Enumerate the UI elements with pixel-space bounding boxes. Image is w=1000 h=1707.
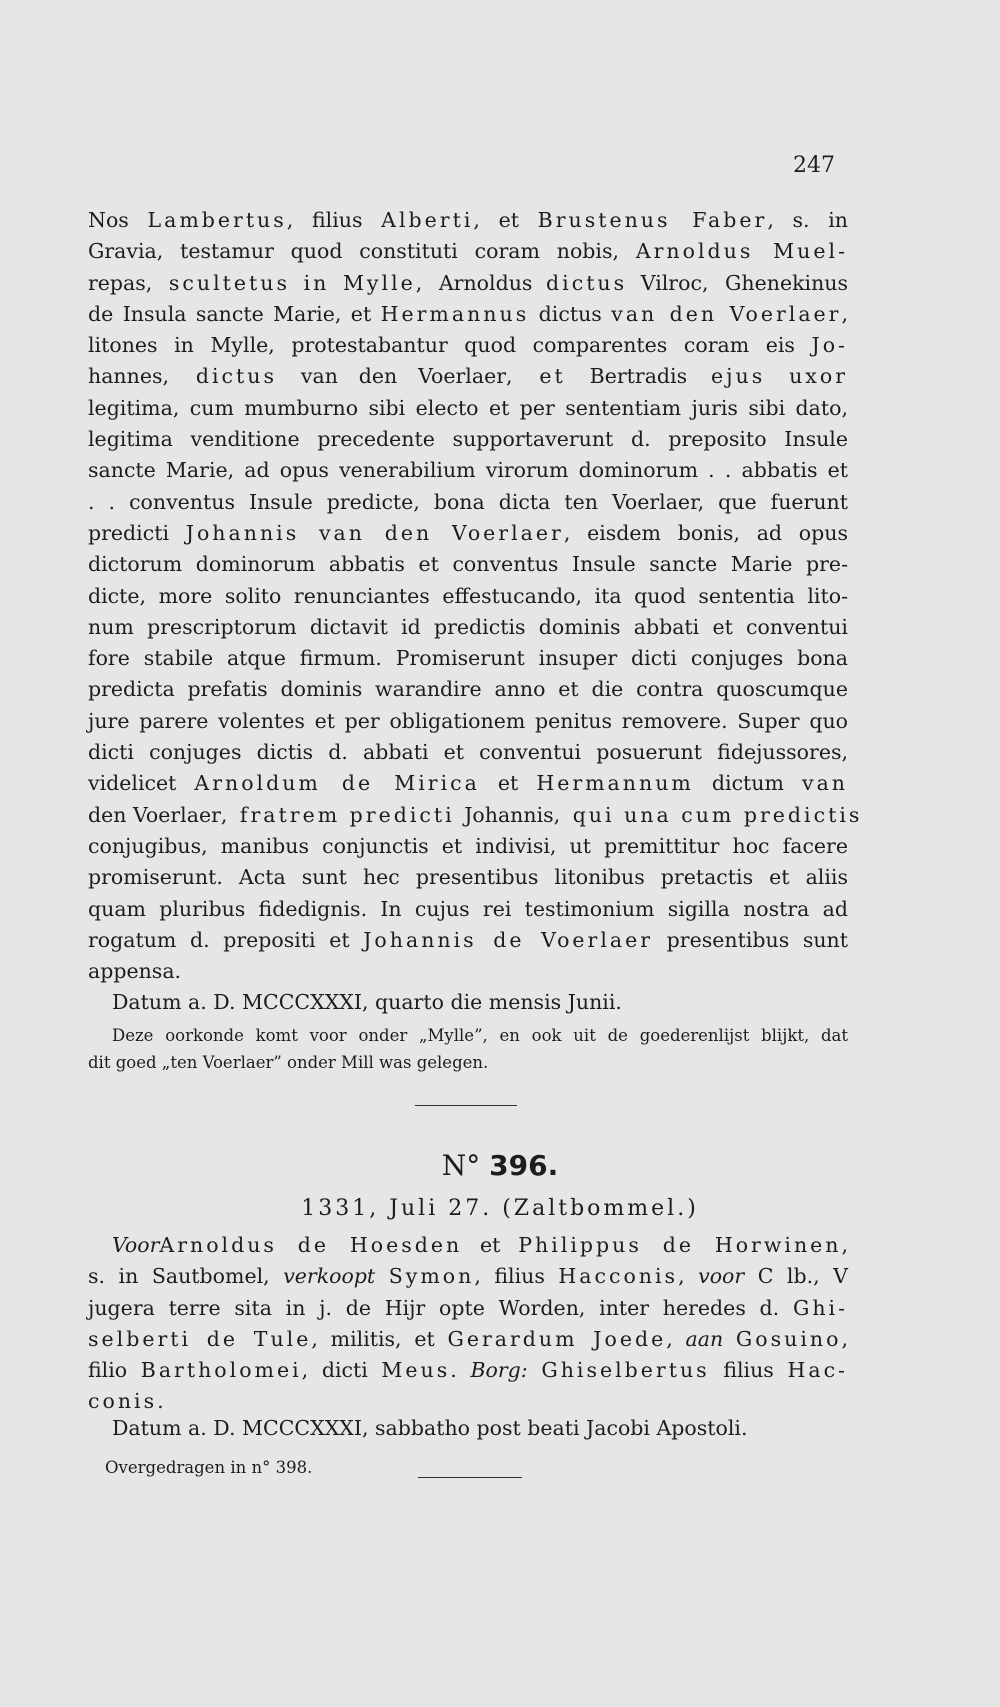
spaced-name: , scultetus in Mylle, [145,270,439,295]
spaced-name: van [801,771,848,796]
spaced-name: , et [506,364,590,389]
text-segment: C lb., V [744,1264,848,1289]
text-segment: filius [709,1358,788,1383]
note-line: Deze oorkonde komt voor onder „Mylle”, en ook uit de goederenlijst blijkt, dat [112,1026,848,1045]
text-line [88,455,848,486]
text-segment: predicti [88,520,186,545]
text-line [88,737,848,768]
italic-term: Voor [112,1233,160,1257]
text-segment: repas [88,270,146,295]
spaced-name: Alberti [381,208,474,232]
text-segment: rogatum d. prepositi et [88,927,364,952]
text-segment: , [841,301,849,326]
spaced-name: Hermannum [536,771,694,796]
text-segment: . [157,1389,164,1414]
text-segment: legitima, cum mumburno sibi electo et per sententiam juris sibi dato, [88,395,848,420]
number-prefix: N° [441,1149,481,1182]
spaced-name: Arnoldus Muel- [635,239,848,264]
text-segment: Ghenekinus [725,270,848,295]
text-segment [375,1264,389,1288]
text-line [88,956,848,987]
regest-line [88,1293,848,1324]
text-segment: s. in Sautbomel, [88,1264,284,1289]
charter-number [0,1148,1000,1184]
italic-term: verkoopt [283,1264,376,1289]
text-line [88,487,848,518]
text-line [88,987,848,1018]
text-segment: num prescriptorum dictavit id predictis dominis abbati et conventui [88,614,848,639]
spaced-name: Meus [381,1358,451,1383]
spaced-name: van den Voerlaer [611,301,842,326]
text-segment: videlicet [88,771,195,796]
text-line [88,361,848,392]
text-segment: Gravia, testamur quod constituti coram nobis, [88,239,636,264]
spaced-name: Hermannus [380,301,530,326]
text-segment: quam pluribus fidedignis. In cujus rei testimonium sigilla nostra ad [88,896,848,921]
spaced-name: conis [88,1389,158,1414]
text-line [88,612,848,643]
spaced-name: Brustenus Faber [537,208,768,232]
spaced-name: Jo- [811,333,848,358]
text-segment: dicti conjuges dictis d. abbati et conventui posuerunt fidejussores, [88,740,848,765]
text-segment: filio [88,1358,141,1383]
italic-term: Borg: [470,1358,528,1383]
page-number: 247 [793,153,835,178]
text-line [88,581,848,612]
text-segment: Johannis [464,802,554,827]
text-line [88,236,848,267]
text-line [88,894,848,925]
regest-line [88,1355,848,1386]
text-segment: legitima venditione precedente supportaverunt d. preposito Insule [88,427,848,452]
spaced-name: Hac- [787,1358,848,1383]
text-segment: litones in Mylle, protestabantur quod comparentes coram eis [88,333,812,358]
text-segment: et [462,1233,519,1257]
italic-term: voor [698,1264,745,1289]
text-segment: , militis, et [311,1326,448,1351]
text-segment: Bertradis [589,364,688,389]
spaced-name: Arnoldus de Hoesden [159,1233,463,1257]
text-segment: Vilroc [640,270,702,295]
text-segment: Datum a. D. MCCCXXXI, quarto die mensis Junii. [112,990,622,1015]
text-line [88,831,848,862]
text-segment: . [450,1358,471,1383]
text-line [88,925,848,956]
separator-rule [415,1105,517,1106]
text-segment: predicta prefatis dominis warandire anno et die contra quoscumque [88,677,848,702]
text-segment [528,1358,542,1382]
text-line [88,706,848,737]
regest-line [88,1324,848,1355]
spaced-name: dictus [532,270,641,295]
datum-line: Datum a. D. MCCCXXXI, sabbatho post beati Jacobi Apostoli. [112,1416,748,1440]
spaced-name: Johannis de Voerlaer [363,927,654,952]
spaced-name: , [701,270,726,295]
spaced-name: Gosuino [735,1326,842,1351]
spaced-name: Hacconis [558,1264,679,1289]
regest-line [88,1261,848,1292]
text-segment: hannes [88,364,163,389]
text-line [88,268,848,299]
spaced-name: selberti de Tule [88,1326,312,1351]
spaced-name: Symon [388,1264,475,1289]
text-segment: Nos [88,208,148,232]
regest-text [88,1230,848,1418]
text-segment: jure parere volentes et per obligationem penitus removere. Super quo [88,708,848,733]
text-segment: . . conventus Insule predicte, bona dicta ten Voerlaer, que fuerunt [88,489,848,514]
text-segment: , et [473,208,538,232]
text-segment: appensa. [88,959,182,984]
text-line [88,424,848,455]
text-segment: , dicti [301,1358,382,1383]
spaced-name: Philippus de Horwinen [518,1233,842,1257]
text-segment: , [841,1233,849,1257]
text-segment: sancte Marie, ad opus venerabilium virorum dominorum . . abbatis et [88,458,848,483]
spaced-name: Lambertus [147,208,287,232]
spaced-name: Ghiselbertus [541,1358,710,1383]
text-segment: , filius [286,208,382,232]
text-segment: dicte, more solito renunciantes effestucando, ita quod sententia lito- [88,583,848,608]
text-line [88,800,863,831]
text-segment: conjugibus, manibus conjunctis et indivisi, ut premittitur hoc facere [88,833,848,858]
date-heading: 1331, Juli 27. (Zaltbommel.) [301,1196,699,1221]
text-segment: dictus [529,301,612,326]
charter-text [88,205,863,1019]
text-segment: , [666,1326,686,1351]
note-line: dit goed „ten Voerlaer” onder Mill was gelegen. [88,1053,489,1072]
text-line [88,862,848,893]
spaced-name: , qui una cum predictis [553,802,863,827]
text-segment [723,1327,736,1351]
text-segment: et [479,771,537,796]
spaced-name: Ghi- [792,1295,848,1320]
text-line [88,549,848,580]
text-segment: dictorum dominorum abbatis et conventus Insule sancte Marie pre- [88,552,848,577]
text-line [88,299,848,330]
number-value: 396. [489,1149,559,1182]
text-segment: jugera terre sita in j. de Hijr opte Worden, inter heredes d. [88,1295,793,1320]
text-segment: Arnoldus [438,270,533,295]
text-line [88,643,848,674]
spaced-name: Gerardum Joede [447,1326,667,1351]
text-segment: , [678,1264,699,1289]
text-line [88,768,848,799]
closing-rule [418,1477,522,1478]
text-segment: dictum [693,771,802,796]
text-line [88,674,848,705]
spaced-name: ejus uxor [687,364,849,389]
text-segment: fore stabile atque firmum. Promiserunt insuper dicti conjuges bona [88,646,848,671]
text-segment: , eisdem bonis, ad opus [563,520,848,545]
transfer-note: Overgedragen in n° 398. [105,1458,313,1477]
text-segment: de Insula sancte Marie, et [88,301,381,326]
text-line [88,393,848,424]
text-segment: van den Voerlaer [300,364,507,389]
editor-note [88,1022,848,1076]
text-line [88,205,848,236]
spaced-name: Arnoldum de Mirica [194,771,480,796]
italic-term: aan [685,1326,724,1351]
text-segment: presentibus sunt [653,927,848,952]
text-line [88,518,848,549]
spaced-name: Bartholomei [140,1358,302,1383]
spaced-name: , dictus [162,364,301,389]
text-segment: , s. in [767,208,848,232]
text-segment: , [841,1326,848,1351]
spaced-name: , fratrem predicti [220,802,465,827]
text-segment: den Voerlaer [88,802,221,827]
regest-line [88,1230,848,1261]
text-segment: , filius [474,1264,559,1289]
text-segment: promiserunt. Acta sunt hec presentibus litonibus pretactis et aliis [88,865,848,890]
spaced-name: Johannis van den Voerlaer [185,520,564,545]
text-line [88,330,848,361]
